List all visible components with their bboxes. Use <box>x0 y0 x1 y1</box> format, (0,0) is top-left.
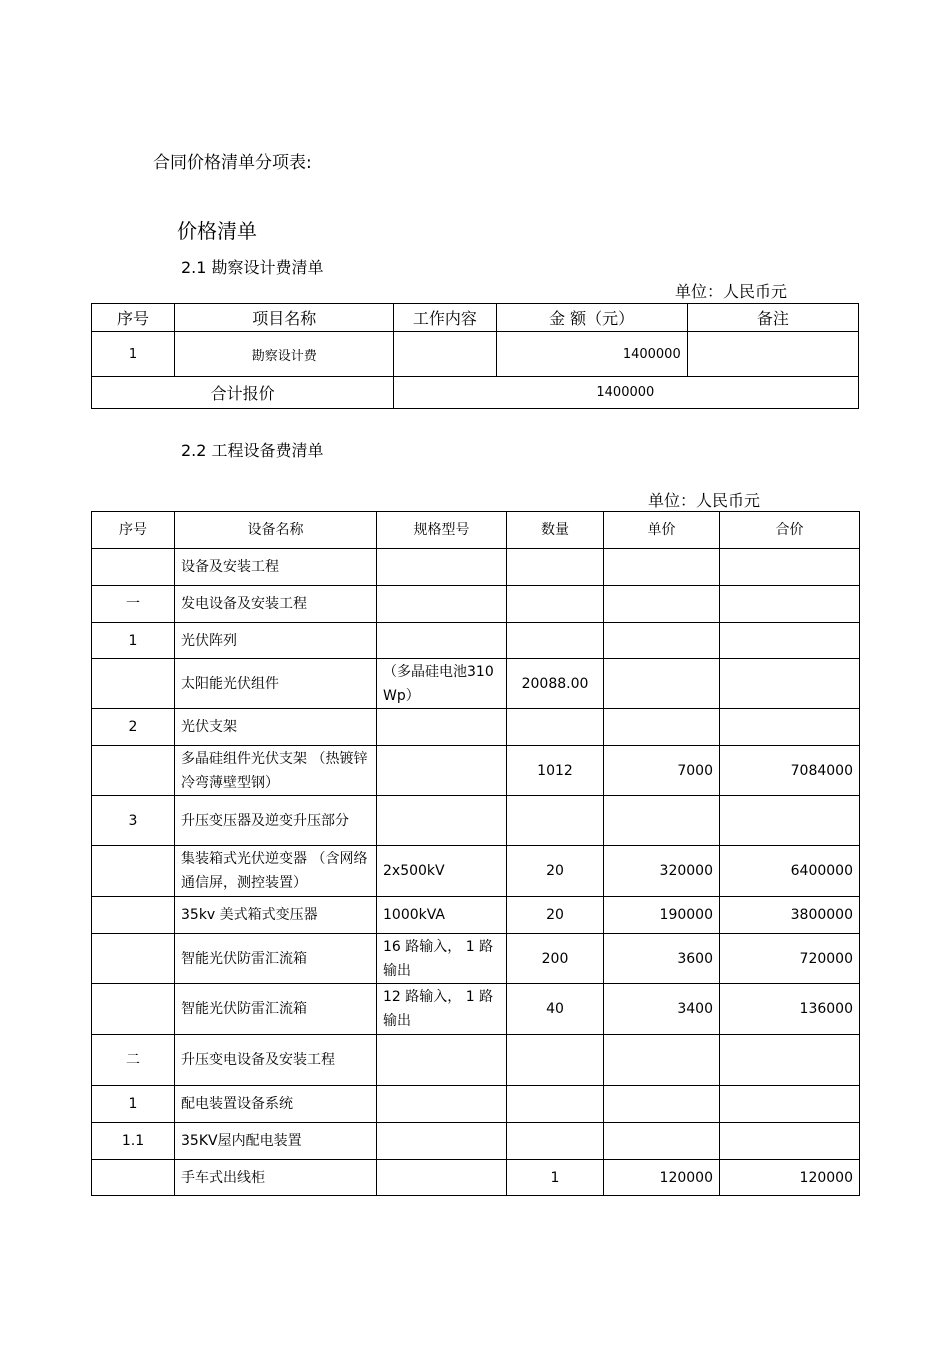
row-name: 设备及安装工程 <box>175 549 377 586</box>
row-spec <box>377 586 507 623</box>
row-no <box>92 746 175 796</box>
row-price <box>604 1123 720 1160</box>
table-row <box>92 1035 860 1086</box>
row-qty <box>507 623 604 659</box>
row-price <box>604 709 720 746</box>
row-spec <box>377 1160 507 1196</box>
table-row <box>92 623 860 659</box>
row-name: 发电设备及安装工程 <box>175 586 377 623</box>
row-total <box>720 659 860 709</box>
row-spec <box>377 709 507 746</box>
row-price: 7000 <box>604 746 720 796</box>
table-row <box>92 1160 860 1196</box>
header-cell: 工作内容 <box>394 304 496 332</box>
row-spec <box>377 1035 507 1086</box>
header-cell: 规格型号 <box>377 512 507 549</box>
row-spec: 16 路输入， 1 路输出 <box>377 934 507 984</box>
row-no: 一 <box>92 586 175 623</box>
section1-unit: 单位：人民币元 <box>675 282 788 301</box>
row-price <box>604 1035 720 1086</box>
row-name: 智能光伏防雷汇流箱 <box>175 984 377 1035</box>
total-value: 1400000 <box>394 377 859 409</box>
row-qty: 200 <box>507 934 604 984</box>
row-spec: 12 路输入， 1 路输出 <box>377 984 507 1035</box>
header-cell: 备注 <box>687 304 858 332</box>
row-total <box>720 796 860 846</box>
row-qty <box>507 1035 604 1086</box>
row-name: 手车式出线柜 <box>175 1160 377 1196</box>
row-note <box>687 332 858 377</box>
row-name: 35kv 美式箱式变压器 <box>175 897 377 934</box>
row-qty <box>507 586 604 623</box>
header-cell: 单价 <box>604 512 720 549</box>
row-qty: 20 <box>507 897 604 934</box>
table-row <box>92 796 860 846</box>
row-total <box>720 1123 860 1160</box>
row-total <box>720 1086 860 1123</box>
table-row <box>92 659 860 709</box>
row-price: 3400 <box>604 984 720 1035</box>
header-cell: 金 额（元） <box>496 304 687 332</box>
header-cell: 序号 <box>92 304 175 332</box>
section2-unit: 单位：人民币元 <box>648 491 761 510</box>
row-no: 1 <box>92 623 175 659</box>
row-qty: 1012 <box>507 746 604 796</box>
page-heading: 价格清单 <box>177 219 257 243</box>
row-name: 智能光伏防雷汇流箱 <box>175 934 377 984</box>
row-name: 光伏阵列 <box>175 623 377 659</box>
row-qty: 1 <box>507 1160 604 1196</box>
row-qty <box>507 1086 604 1123</box>
row-no <box>92 1160 175 1196</box>
row-price <box>604 549 720 586</box>
section2-title: 2.2 工程设备费清单 <box>181 441 324 460</box>
row-qty <box>507 796 604 846</box>
row-no <box>92 846 175 897</box>
row-total: 3800000 <box>720 897 860 934</box>
row-total <box>720 1035 860 1086</box>
table-row <box>92 549 860 586</box>
total-label: 合计报价 <box>92 377 394 409</box>
intro-text: 合同价格清单分项表: <box>153 153 312 173</box>
row-spec <box>377 746 507 796</box>
row-total: 6400000 <box>720 846 860 897</box>
row-name: 升压变电设备及安装工程 <box>175 1035 377 1086</box>
row-spec <box>377 549 507 586</box>
table-row <box>92 846 860 897</box>
row-no: 2 <box>92 709 175 746</box>
row-spec: 1000kVA <box>377 897 507 934</box>
row-price: 320000 <box>604 846 720 897</box>
row-spec: （多晶硅电池310Wp） <box>377 659 507 709</box>
table-row <box>92 897 860 934</box>
table-row <box>92 1086 860 1123</box>
row-name: 勘察设计费 <box>175 332 394 377</box>
row-no <box>92 549 175 586</box>
design-fee-table <box>91 303 859 409</box>
header-cell: 设备名称 <box>175 512 377 549</box>
row-price <box>604 1086 720 1123</box>
table-row <box>92 1123 860 1160</box>
row-no <box>92 659 175 709</box>
row-qty: 20088.00 <box>507 659 604 709</box>
row-total: 120000 <box>720 1160 860 1196</box>
row-spec <box>377 1086 507 1123</box>
table-row <box>92 709 860 746</box>
row-total: 136000 <box>720 984 860 1035</box>
row-content <box>394 332 496 377</box>
row-qty <box>507 709 604 746</box>
row-no <box>92 934 175 984</box>
row-no: 1 <box>92 332 175 377</box>
header-cell: 合价 <box>720 512 860 549</box>
row-total <box>720 623 860 659</box>
row-name: 35KV屋内配电装置 <box>175 1123 377 1160</box>
header-cell: 序号 <box>92 512 175 549</box>
row-spec: 2x500kV <box>377 846 507 897</box>
row-spec <box>377 1123 507 1160</box>
row-qty <box>507 549 604 586</box>
row-no: 3 <box>92 796 175 846</box>
row-qty: 20 <box>507 846 604 897</box>
row-no <box>92 984 175 1035</box>
row-no: 1 <box>92 1086 175 1123</box>
row-name: 配电装置设备系统 <box>175 1086 377 1123</box>
row-price: 3600 <box>604 934 720 984</box>
row-price <box>604 586 720 623</box>
row-name: 多晶硅组件光伏支架 （热镀锌冷弯薄壁型钢） <box>175 746 377 796</box>
table-row <box>92 984 860 1035</box>
row-name: 集装箱式光伏逆变器 （含网络通信屏，测控装置） <box>175 846 377 897</box>
equipment-table <box>91 511 860 1196</box>
row-price <box>604 659 720 709</box>
row-qty: 40 <box>507 984 604 1035</box>
table-row <box>92 934 860 984</box>
row-name: 太阳能光伏组件 <box>175 659 377 709</box>
row-no: 二 <box>92 1035 175 1086</box>
row-price <box>604 623 720 659</box>
row-price: 190000 <box>604 897 720 934</box>
total-row <box>92 377 859 409</box>
row-price <box>604 796 720 846</box>
row-total <box>720 586 860 623</box>
row-spec <box>377 623 507 659</box>
header-cell: 项目名称 <box>175 304 394 332</box>
row-spec <box>377 796 507 846</box>
table-row <box>92 746 860 796</box>
section1-title: 2.1 勘察设计费清单 <box>181 258 324 277</box>
table-row <box>92 332 859 377</box>
row-total <box>720 549 860 586</box>
row-no: 1.1 <box>92 1123 175 1160</box>
header-cell: 数量 <box>507 512 604 549</box>
row-qty <box>507 1123 604 1160</box>
row-name: 升压变压器及逆变升压部分 <box>175 796 377 846</box>
row-total: 7084000 <box>720 746 860 796</box>
row-no <box>92 897 175 934</box>
row-total: 720000 <box>720 934 860 984</box>
table-row <box>92 586 860 623</box>
row-name: 光伏支架 <box>175 709 377 746</box>
row-amount: 1400000 <box>496 332 687 377</box>
row-price: 120000 <box>604 1160 720 1196</box>
row-total <box>720 709 860 746</box>
